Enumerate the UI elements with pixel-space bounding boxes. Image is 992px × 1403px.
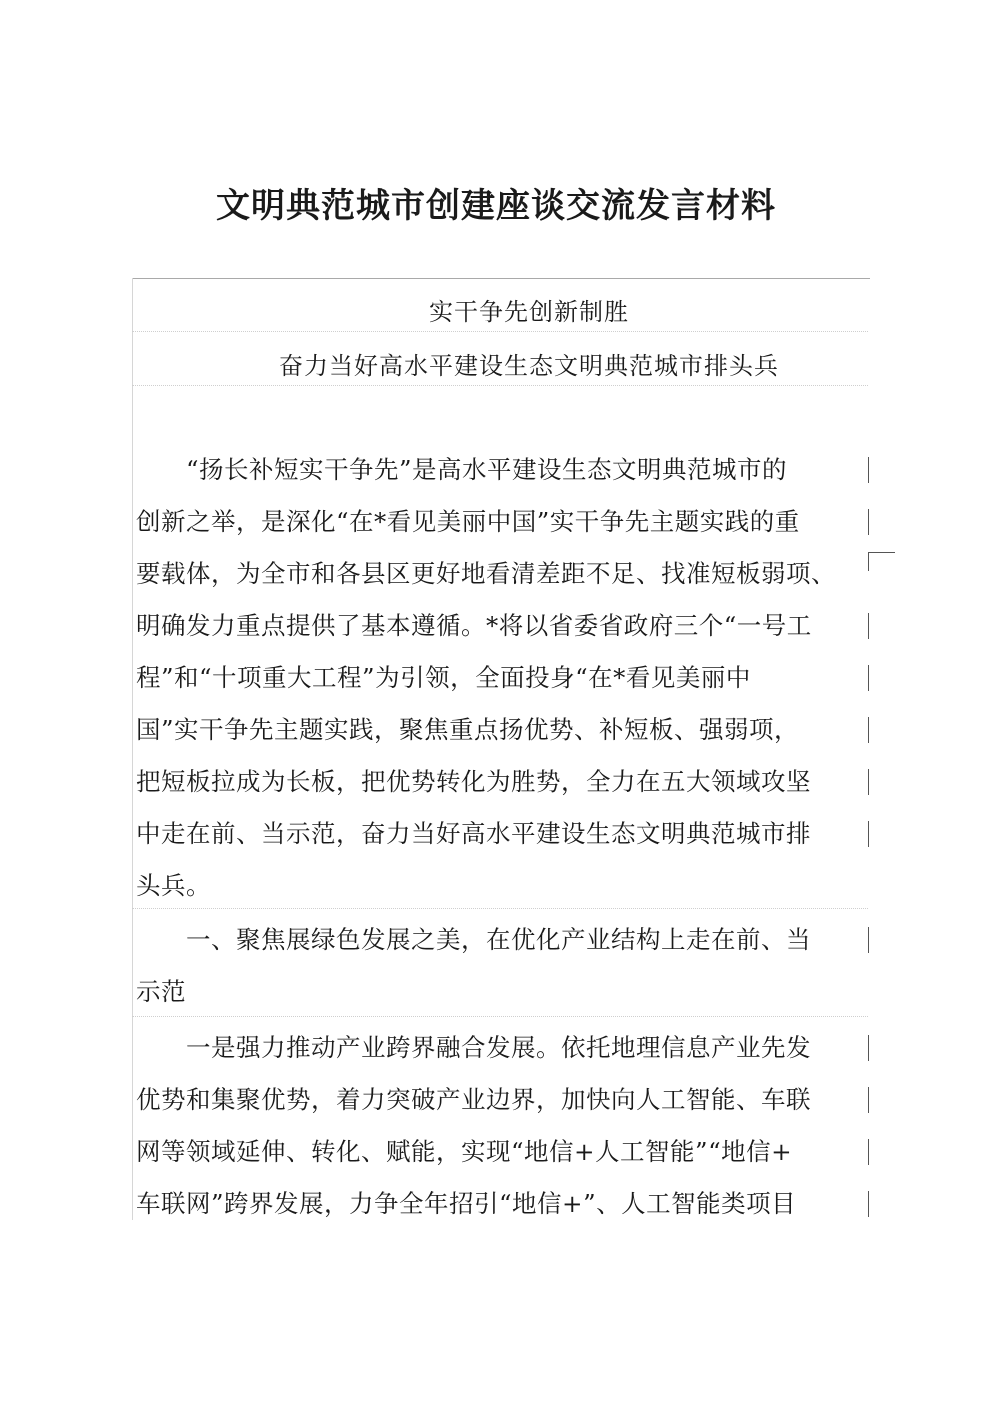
subtitle-primary: 实干争先创新制胜: [429, 298, 629, 326]
paragraph-line: 把短板拉成为长板，把优势转化为胜势，全力在五大领域攻坚: [136, 767, 811, 796]
paragraph-line: 明确发力重点提供了基本遵循。*将以省委省政府三个“一号工: [136, 611, 812, 640]
subtitle-secondary: 奋力当好高水平建设生态文明典范城市排头兵: [279, 352, 779, 380]
document-title: 文明典范城市创建座谈交流发言材料: [216, 186, 776, 226]
paragraph-line: “扬长补短实干争先”是高水平建设生态文明典范城市的: [136, 455, 788, 484]
paragraph-line: 程”和“十项重大工程”为引领，全面投身“在*看见美丽中: [136, 663, 751, 692]
paragraph-line: 一是强力推动产业跨界融合发展。依托地理信息产业先发: [136, 1033, 811, 1062]
section-heading-line: 一、聚焦展绿色发展之美，在优化产业结构上走在前、当: [136, 925, 811, 954]
margin-mark: [868, 1191, 869, 1217]
margin-mark: [868, 769, 869, 795]
margin-mark: [868, 1139, 869, 1165]
frame-top-border: [132, 278, 870, 279]
row-divider: [132, 908, 868, 909]
margin-mark: [868, 509, 869, 535]
margin-mark: [868, 1035, 869, 1061]
row-divider: [132, 331, 868, 332]
frame-left-border: [132, 278, 133, 1220]
row-divider: [132, 1016, 868, 1017]
paragraph-line: 网等领域延伸、转化、赋能，实现“地信+人工智能”“地信+: [136, 1137, 793, 1166]
paragraph-line: 要载体，为全市和各县区更好地看清差距不足、找准短板弱项、: [136, 559, 836, 588]
section-heading-line: 示范: [136, 977, 186, 1006]
margin-mark: [868, 821, 869, 847]
paragraph-line: 头兵。: [136, 871, 211, 900]
margin-box-mark: [868, 552, 895, 571]
paragraph-line: 车联网”跨界发展，力争全年招引“地信+”、人工智能类项目: [136, 1189, 797, 1218]
paragraph-line: 优势和集聚优势，着力突破产业边界，加快向人工智能、车联: [136, 1085, 811, 1114]
margin-mark: [868, 717, 869, 743]
margin-mark: [868, 927, 869, 953]
row-divider: [132, 385, 868, 386]
margin-mark: [868, 665, 869, 691]
paragraph-line: 中走在前、当示范，奋力当好高水平建设生态文明典范城市排: [136, 819, 811, 848]
paragraph-line: 创新之举，是深化“在*看见美丽中国”实干争先主题实践的重: [136, 507, 800, 536]
margin-mark: [868, 1087, 869, 1113]
margin-mark: [868, 457, 869, 483]
margin-mark: [868, 613, 869, 639]
paragraph-line: 国”实干争先主题实践，聚焦重点扬优势、补短板、强弱项，: [136, 715, 800, 744]
